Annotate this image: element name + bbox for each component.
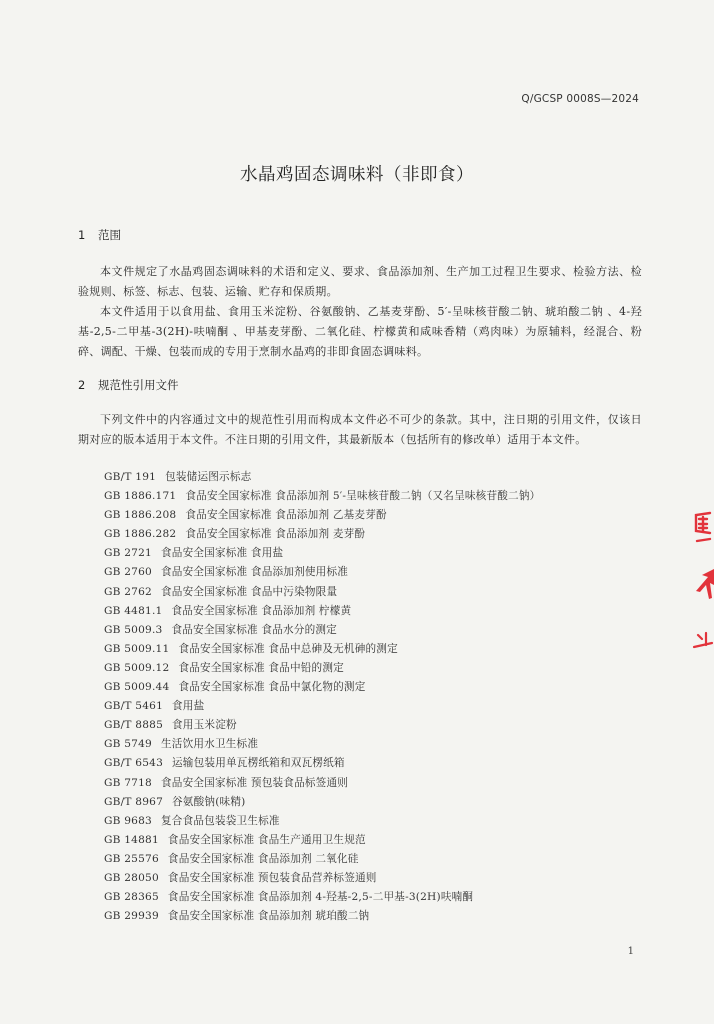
reference-title: 食品安全国家标准 食品添加剂 麦芽酚 (185, 528, 366, 541)
reference-item (104, 678, 540, 697)
reference-code: GB 5009.12 (104, 661, 170, 674)
reference-title: 食品安全国家标准 食品添加剂 琥珀酸二钠 (167, 910, 370, 923)
section-2-paragraph-1: 下列文件中的内容通过文中的规范性引用而构成本文件必不可少的条款。其中，注日期的引用文件，仅该日期对应的版本适用于本文件。不注日期的引用文件，其最新版本（包括所有的修改单）适用于本文件。 (78, 413, 642, 446)
seal-fragment-graphic (688, 505, 714, 655)
reference-title: 食品安全国家标准 食品水分的测定 (171, 623, 337, 636)
reference-item (104, 716, 540, 735)
reference-item (104, 563, 540, 582)
reference-item (104, 525, 540, 544)
reference-item (104, 506, 540, 525)
reference-title: 食用盐 (172, 700, 205, 713)
reference-item (104, 697, 540, 716)
reference-code: GB 28365 (104, 891, 159, 904)
reference-code: GB/T 8967 (104, 795, 164, 808)
reference-code: GB 1886.282 (104, 528, 177, 541)
reference-item (104, 544, 540, 563)
reference-title: 食品安全国家标准 食品中铅的测定 (178, 661, 344, 674)
reference-code: GB 2762 (104, 585, 152, 598)
reference-title: 食品安全国家标准 食用盐 (160, 547, 284, 560)
reference-item (104, 602, 540, 621)
reference-item (104, 583, 540, 602)
section-2-heading (78, 377, 179, 393)
reference-code: GB 7718 (104, 776, 152, 789)
reference-code: GB 9683 (104, 814, 152, 827)
reference-item (104, 850, 540, 869)
reference-item (104, 888, 540, 907)
reference-title: 食品安全国家标准 预包装食品营养标签通则 (167, 871, 377, 884)
reference-title: 谷氨酸钠(味精) (172, 795, 246, 808)
reference-title: 食品安全国家标准 食品中污染物限量 (160, 585, 338, 598)
reference-code: GB/T 5461 (104, 700, 164, 713)
reference-title: 食品安全国家标准 食品添加剂 5′-呈味核苷酸二钠（又名呈味核苷酸二钠） (185, 490, 541, 503)
section-2-number: 2 (78, 378, 86, 392)
reference-code: GB 25576 (104, 852, 159, 865)
reference-item (104, 487, 540, 506)
section-1-heading (78, 227, 121, 243)
section-1-paragraph-1: 本文件规定了水晶鸡固态调味料的术语和定义、要求、食品添加剂、生产加工过程卫生要求、检验方法、检验规则、标签、标志、包装、运输、贮存和保质期。 (78, 265, 642, 298)
reference-item (104, 774, 540, 793)
reference-code: GB 5009.44 (104, 681, 170, 694)
reference-code: GB 29939 (104, 910, 159, 923)
reference-list (104, 468, 540, 926)
reference-title: 食品安全国家标准 食品中氯化物的测定 (178, 681, 366, 694)
reference-title: 包装储运图示标志 (165, 471, 252, 483)
reference-title: 食品安全国家标准 食品中总砷及无机砷的测定 (178, 642, 398, 655)
reference-code: GB/T 8885 (104, 719, 164, 732)
reference-code: GB 4481.1 (104, 604, 163, 617)
reference-title: 复合食品包装袋卫生标准 (160, 814, 280, 827)
reference-code: GB 28050 (104, 871, 159, 884)
reference-item (104, 468, 540, 487)
reference-code: GB/T 191 (104, 471, 157, 483)
reference-code: GB 2760 (104, 566, 152, 579)
reference-item (104, 640, 540, 659)
reference-title: 食品安全国家标准 食品添加剂使用标准 (160, 566, 349, 579)
reference-title: 食用玉米淀粉 (172, 719, 237, 732)
reference-code: GB 5009.11 (104, 642, 170, 655)
page-number: 1 (627, 946, 634, 957)
reference-item (104, 831, 540, 850)
reference-item (104, 659, 540, 678)
reference-code: GB 5749 (104, 738, 152, 751)
section-1-title: 范围 (98, 228, 121, 242)
reference-title: 食品安全国家标准 食品添加剂 乙基麦芽酚 (185, 509, 387, 522)
section-2-title: 规范性引用文件 (98, 378, 179, 392)
document-title: 水晶鸡固态调味料（非即食） (240, 165, 474, 185)
reference-item (104, 812, 540, 831)
reference-title: 运输包装用单瓦楞纸箱和双瓦楞纸箱 (172, 757, 345, 770)
reference-item (104, 735, 540, 754)
reference-title: 食品安全国家标准 食品添加剂 柠檬黄 (171, 604, 352, 617)
reference-code: GB 1886.208 (104, 509, 177, 522)
reference-item (104, 869, 540, 888)
reference-code: GB 2721 (104, 547, 152, 560)
reference-title: 食品安全国家标准 食品添加剂 二氧化硅 (167, 852, 359, 865)
reference-code: GB 5009.3 (104, 623, 163, 636)
document-code: Q/GCSP 0008S—2024 (521, 93, 639, 105)
reference-title: 生活饮用水卫生标准 (160, 738, 259, 751)
reference-code: GB 1886.171 (104, 490, 177, 503)
reference-title: 食品安全国家标准 食品添加剂 4-羟基-2,5-二甲基-3(2H)呋喃酮 (167, 891, 474, 904)
reference-code: GB/T 6543 (104, 757, 164, 770)
red-seal-stamp-icon (688, 505, 714, 655)
section-1-number: 1 (78, 228, 86, 242)
reference-item (104, 793, 540, 812)
section-1-paragraph-2: 本文件适用于以食用盐、食用玉米淀粉、谷氨酸钠、乙基麦芽酚、5′-呈味核苷酸二钠、琥珀酸二钠 、4-羟基-2,5-二甲基-3(2H)-呋喃酮 、甲基麦芽酚、二氧化硅、柠檬黄和咸味香精（鸡肉味）为原辅料，经混合、粉碎、调配、干燥、包装而成的专用于烹制水晶鸡的非即食固态调味料。 (78, 305, 642, 358)
reference-code: GB 14881 (104, 833, 159, 846)
reference-item (104, 907, 540, 926)
reference-title: 食品安全国家标准 食品生产通用卫生规范 (167, 833, 366, 846)
reference-title: 食品安全国家标准 预包装食品标签通则 (160, 776, 349, 789)
reference-item (104, 754, 540, 773)
reference-item (104, 621, 540, 640)
